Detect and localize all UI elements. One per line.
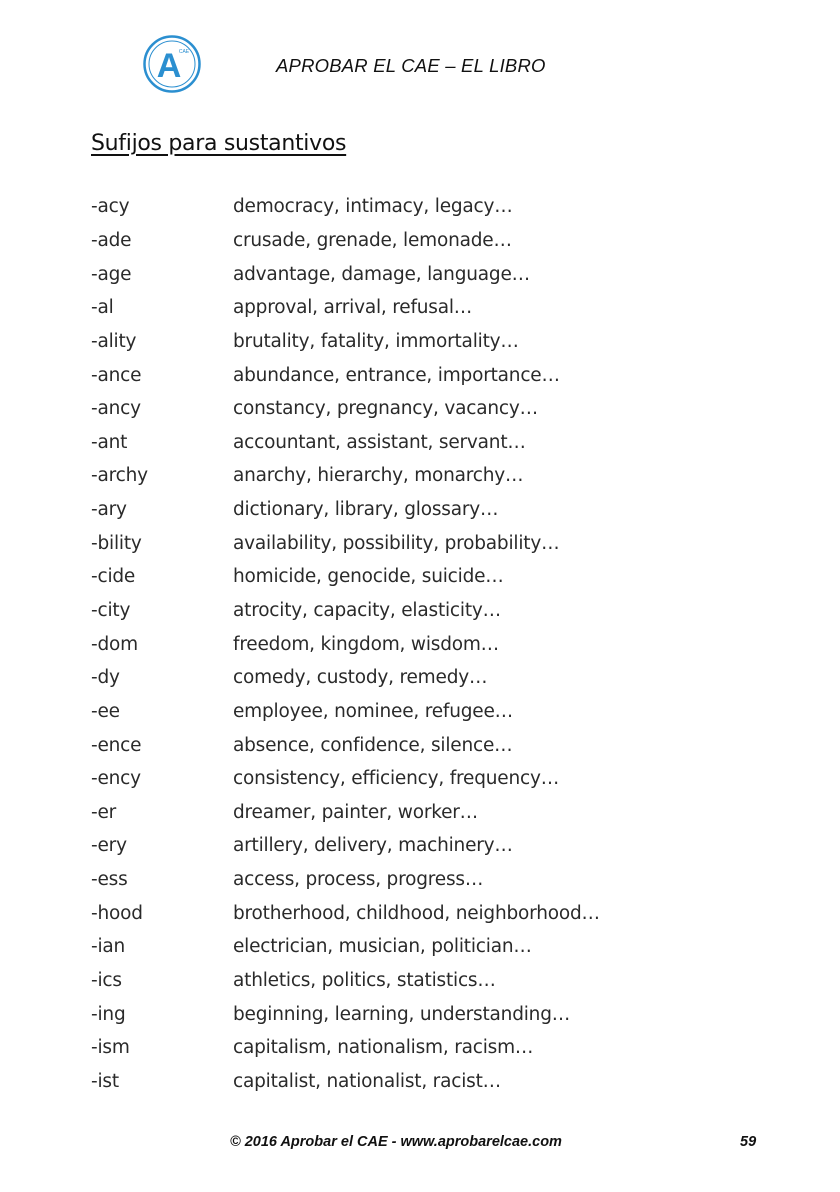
logo-badge: CAE — [178, 49, 190, 55]
suffix-examples: absence, confidence, silence… — [233, 734, 513, 756]
suffix-term: -ality — [91, 330, 137, 352]
suffix-examples: democracy, intimacy, legacy… — [233, 196, 513, 218]
suffix-row — [91, 291, 731, 325]
suffix-term: -age — [91, 263, 132, 285]
suffix-examples: beginning, learning, understanding… — [233, 1003, 571, 1025]
suffix-row — [91, 1065, 731, 1099]
suffix-examples: artillery, delivery, machinery… — [233, 835, 513, 857]
suffix-examples: abundance, entrance, importance… — [233, 364, 560, 386]
page-number: 59 — [740, 1134, 757, 1150]
suffix-term: -ics — [91, 970, 122, 992]
suffix-row — [91, 695, 731, 729]
suffix-examples: homicide, genocide, suicide… — [233, 566, 504, 588]
suffix-row — [91, 661, 731, 695]
suffix-row — [91, 863, 731, 897]
suffix-row — [91, 224, 731, 258]
suffix-examples: comedy, custody, remedy… — [233, 667, 488, 689]
suffix-row — [91, 459, 731, 493]
suffix-row — [91, 728, 731, 762]
suffix-row — [91, 190, 731, 224]
suffix-row — [91, 493, 731, 527]
suffix-examples: constancy, pregnancy, vacancy… — [233, 398, 538, 420]
section-title: Sufijos para sustantivos — [91, 131, 347, 156]
suffix-examples: advantage, damage, language… — [233, 263, 530, 285]
suffix-row — [91, 930, 731, 964]
suffix-term: -ian — [91, 936, 126, 958]
suffix-term: -ade — [91, 229, 132, 251]
suffix-examples: capitalist, nationalist, racist… — [233, 1070, 501, 1092]
suffix-term: -archy — [91, 465, 148, 487]
suffix-examples: dreamer, painter, worker… — [233, 801, 478, 823]
suffix-examples: consistency, efficiency, frequency… — [233, 768, 560, 790]
suffix-examples: anarchy, hierarchy, monarchy… — [233, 465, 524, 487]
suffix-examples: athletics, politics, statistics… — [233, 970, 496, 992]
suffix-term: -ant — [91, 431, 128, 453]
suffix-examples: employee, nominee, refugee… — [233, 700, 513, 722]
suffix-row — [91, 964, 731, 998]
suffix-row — [91, 627, 731, 661]
suffix-term: -acy — [91, 196, 130, 218]
suffix-row — [91, 594, 731, 628]
suffix-examples: crusade, grenade, lemonade… — [233, 229, 512, 251]
suffix-term: -cide — [91, 566, 136, 588]
suffix-examples: atrocity, capacity, elasticity… — [233, 600, 501, 621]
suffix-row — [91, 560, 731, 594]
suffix-term: -ence — [91, 734, 142, 756]
suffix-row — [91, 762, 731, 796]
suffix-row — [91, 1031, 731, 1065]
suffix-examples: capitalism, nationalism, racism… — [233, 1037, 534, 1059]
suffix-row — [91, 257, 731, 291]
suffix-term: -city — [91, 600, 131, 621]
suffix-row — [91, 425, 731, 459]
suffix-term: -hood — [91, 902, 143, 924]
suffix-examples: access, process, progress… — [233, 869, 484, 891]
suffix-examples: brotherhood, childhood, neighborhood… — [233, 902, 600, 924]
suffix-examples: brutality, fatality, immortality… — [233, 330, 519, 352]
suffix-term: -ary — [91, 499, 127, 521]
suffix-term: -ing — [91, 1003, 126, 1025]
suffix-term: -ency — [91, 768, 141, 790]
footer-copyright: © 2016 Aprobar el CAE - www.aprobarelcae.com — [230, 1134, 562, 1150]
suffix-term: -ist — [91, 1070, 119, 1092]
suffix-list — [91, 190, 731, 1098]
suffix-term: -er — [91, 801, 117, 823]
suffix-row — [91, 392, 731, 426]
suffix-examples: accountant, assistant, servant… — [233, 431, 526, 453]
suffix-term: -bility — [91, 532, 142, 554]
suffix-row — [91, 358, 731, 392]
suffix-term: -ery — [91, 835, 127, 857]
suffix-term: -ancy — [91, 398, 141, 420]
suffix-examples: dictionary, library, glossary… — [233, 499, 499, 521]
suffix-term: -al — [91, 297, 114, 319]
suffix-term: -ess — [91, 869, 128, 891]
suffix-examples: freedom, kingdom, wisdom… — [233, 633, 499, 655]
suffix-examples: approval, arrival, refusal… — [233, 297, 473, 319]
suffix-examples: availability, possibility, probability… — [233, 532, 560, 554]
suffix-term: -dom — [91, 633, 138, 655]
suffix-term: -ee — [91, 700, 120, 722]
suffix-row — [91, 896, 731, 930]
suffix-term: -ance — [91, 364, 142, 386]
header-title: APROBAR EL CAE – EL LIBRO — [276, 55, 546, 76]
suffix-row — [91, 829, 731, 863]
suffix-term: -dy — [91, 667, 120, 689]
suffix-row — [91, 796, 731, 830]
suffix-term: -ism — [91, 1037, 130, 1059]
suffix-row — [91, 997, 731, 1031]
logo — [142, 34, 202, 94]
suffix-row — [91, 526, 731, 560]
logo-letter: A — [156, 47, 182, 85]
suffix-examples: electrician, musician, politician… — [233, 936, 532, 958]
suffix-row — [91, 325, 731, 359]
logo-circle-icon — [142, 34, 202, 94]
